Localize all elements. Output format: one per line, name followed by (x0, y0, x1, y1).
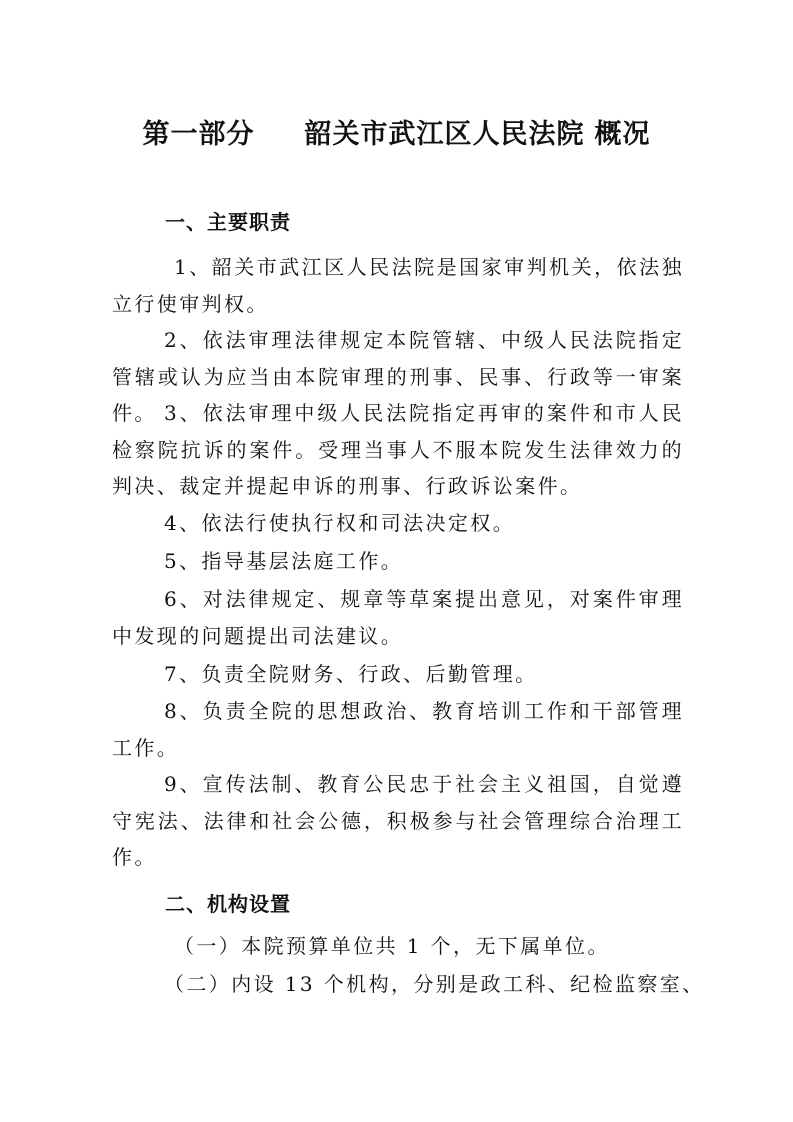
duty-item: 7、负责全院财务、行政、后勤管理。 (164, 662, 538, 686)
duty-item: 2、依法审理法律规定本院管辖、中级人民法院指定管辖或认为应当由本院审理的刑事、民事、行政等一审案件。 (112, 328, 684, 425)
page-title (0, 112, 793, 151)
duty-item: 4、依法行使执行权和司法决定权。 (164, 511, 516, 535)
title-suffix: 概况 (594, 119, 651, 150)
duty-item: 6、对法律规定、规章等草案提出意见，对案件审理中发现的问题提出司法建议。 (112, 587, 684, 648)
duty-item: 8、负责全院的思想政治、教育培训工作和干部管理工作。 (112, 699, 684, 760)
duty-item: 5、指导基层法庭工作。 (164, 549, 404, 573)
duty-item: 1、韶关市武江区人民法院是国家审判机关，依法独立行使审判权。 (112, 255, 684, 316)
duty-item: 9、宣传法制、教育公民忠于社会主义祖国，自觉遵守宪法、法律和社会公德，积极参与社会管理综合治理工作。 (112, 772, 684, 869)
title-part: 第一部分 (142, 119, 255, 150)
structure-item: （二）内设 13 个机构，分别是政工科、纪检监察室、 (164, 972, 705, 996)
structure-item: （一）本院预算单位共 1 个，无下属单位。 (174, 934, 610, 958)
section-heading-duties: 一、主要职责 (165, 210, 291, 234)
duty-item: 3、依法审理中级人民法院指定再审的案件和市人民检察院抗诉的案件。受理当事人不服本院发生法律效力的判决、裁定并提起申诉的刑事、行政诉讼案件。 (112, 401, 684, 498)
title-name: 韶关市武江区人民法院 (304, 119, 585, 150)
section-heading-structure: 二、机构设置 (165, 892, 291, 916)
